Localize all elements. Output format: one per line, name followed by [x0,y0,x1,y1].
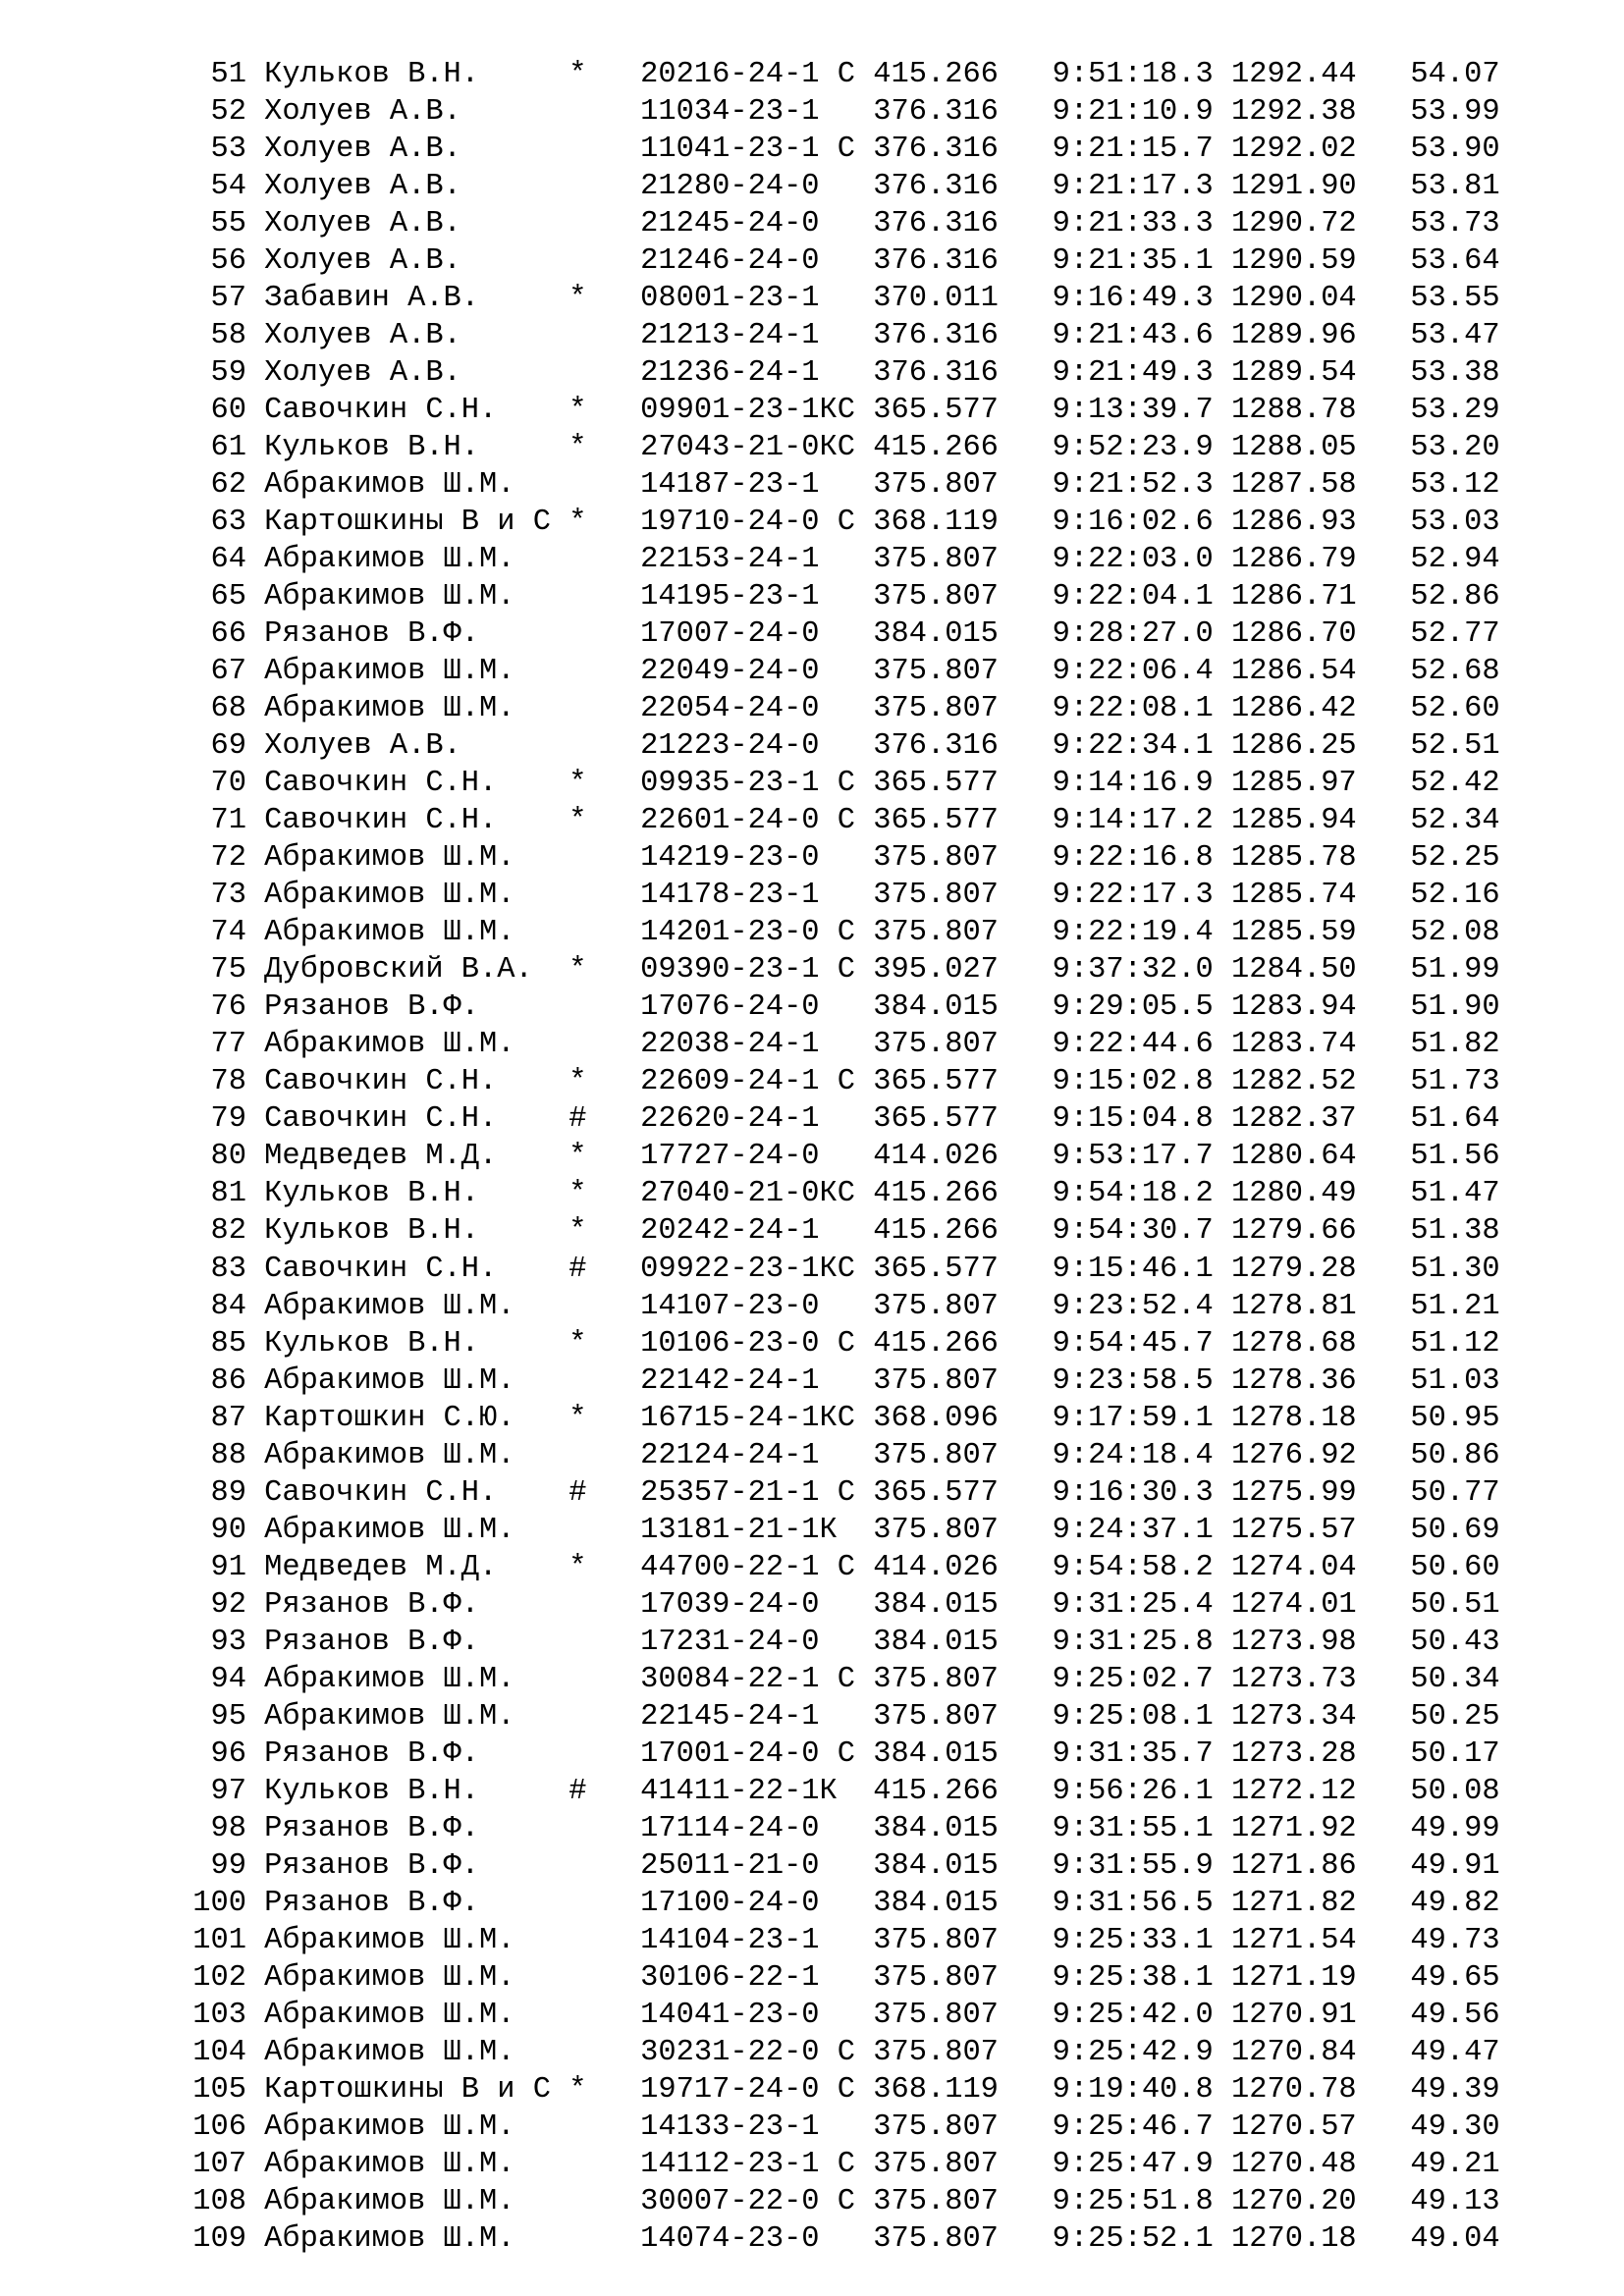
result-row: 100 Рязанов В.Ф. 17100-24-0 384.015 9:31:56.5 1271.82 49.82 [175,1886,1500,1920]
result-row: 87 Картошкин С.Ю. * 16715-24-1КС 368.096 9:17:59.1 1278.18 50.95 [175,1401,1500,1435]
result-row: 90 Абракимов Ш.М. 13181-21-1К 375.807 9:24:37.1 1275.57 50.69 [175,1513,1500,1547]
result-row: 109 Абракимов Ш.М. 14074-23-0 375.807 9:25:52.1 1270.18 49.04 [175,2221,1500,2256]
results-listing [175,56,1500,2258]
result-row: 98 Рязанов В.Ф. 17114-24-0 384.015 9:31:55.1 1271.92 49.99 [175,1811,1500,1845]
result-row: 74 Абракимов Ш.М. 14201-23-0 С 375.807 9:22:19.4 1285.59 52.08 [175,916,1500,950]
result-row: 67 Абракимов Ш.М. 22049-24-0 375.807 9:22:06.4 1286.54 52.68 [175,655,1500,689]
result-row: 69 Холуев А.В. 21223-24-0 376.316 9:22:34.1 1286.25 52.51 [175,729,1500,764]
result-row: 103 Абракимов Ш.М. 14041-23-0 375.807 9:25:42.0 1270.91 49.56 [175,1998,1500,2032]
result-row: 81 Кульков В.Н. * 27040-21-0КС 415.266 9:54:18.2 1280.49 51.47 [175,1177,1500,1211]
result-row: 64 Абракимов Ш.М. 22153-24-1 375.807 9:22:03.0 1286.79 52.94 [175,543,1500,577]
result-row: 54 Холуев А.В. 21280-24-0 376.316 9:21:17.3 1291.90 53.81 [175,170,1500,204]
result-row: 94 Абракимов Ш.М. 30084-22-1 С 375.807 9:25:02.7 1273.73 50.34 [175,1662,1500,1696]
result-row: 59 Холуев А.В. 21236-24-1 376.316 9:21:49.3 1289.54 53.38 [175,356,1500,391]
result-row: 78 Савочкин С.Н. * 22609-24-1 С 365.577 9:15:02.8 1282.52 51.73 [175,1065,1500,1099]
result-row: 92 Рязанов В.Ф. 17039-24-0 384.015 9:31:25.4 1274.01 50.51 [175,1587,1500,1622]
result-row: 51 Кульков В.Н. * 20216-24-1 С 415.266 9:51:18.3 1292.44 54.07 [175,58,1500,91]
result-row: 93 Рязанов В.Ф. 17231-24-0 384.015 9:31:25.8 1273.98 50.43 [175,1625,1500,1659]
result-row: 85 Кульков В.Н. * 10106-23-0 С 415.266 9:54:45.7 1278.68 51.12 [175,1326,1500,1361]
result-row: 102 Абракимов Ш.М. 30106-22-1 375.807 9:25:38.1 1271.19 49.65 [175,1960,1500,1995]
result-row: 83 Савочкин С.Н. # 09922-23-1КС 365.577 9:15:46.1 1279.28 51.30 [175,1252,1500,1286]
result-row: 77 Абракимов Ш.М. 22038-24-1 375.807 9:22:44.6 1283.74 51.82 [175,1028,1500,1062]
result-row: 91 Медведев М.Д. * 44700-22-1 С 414.026 9:54:58.2 1274.04 50.60 [175,1550,1500,1584]
result-row: 82 Кульков В.Н. * 20242-24-1 415.266 9:54:30.7 1279.66 51.38 [175,1214,1500,1249]
result-row: 62 Абракимов Ш.М. 14187-23-1 375.807 9:21:52.3 1287.58 53.12 [175,468,1500,503]
result-row: 88 Абракимов Ш.М. 22124-24-1 375.807 9:24:18.4 1276.92 50.86 [175,1438,1500,1472]
result-row: 96 Рязанов В.Ф. 17001-24-0 С 384.015 9:31:35.7 1273.28 50.17 [175,1736,1500,1771]
result-row: 53 Холуев А.В. 11041-23-1 С 376.316 9:21:15.7 1292.02 53.90 [175,133,1500,167]
result-row: 55 Холуев А.В. 21245-24-0 376.316 9:21:33.3 1290.72 53.73 [175,207,1500,241]
result-row: 79 Савочкин С.Н. # 22620-24-1 365.577 9:15:04.8 1282.37 51.64 [175,1102,1500,1137]
result-row: 106 Абракимов Ш.М. 14133-23-1 375.807 9:25:46.7 1270.57 49.30 [175,2109,1500,2144]
result-row: 73 Абракимов Ш.М. 14178-23-1 375.807 9:22:17.3 1285.74 52.16 [175,879,1500,913]
result-row: 66 Рязанов В.Ф. 17007-24-0 384.015 9:28:27.0 1286.70 52.77 [175,617,1500,652]
result-row: 99 Рязанов В.Ф. 25011-21-0 384.015 9:31:55.9 1271.86 49.91 [175,1848,1500,1883]
result-row: 58 Холуев А.В. 21213-24-1 376.316 9:21:43.6 1289.96 53.47 [175,319,1500,353]
result-row: 86 Абракимов Ш.М. 22142-24-1 375.807 9:23:58.5 1278.36 51.03 [175,1363,1500,1398]
result-row: 108 Абракимов Ш.М. 30007-22-0 С 375.807 9:25:51.8 1270.20 49.13 [175,2184,1500,2218]
result-row: 52 Холуев А.В. 11034-23-1 376.316 9:21:10.9 1292.38 53.99 [175,95,1500,130]
result-row: 57 Забавин А.В. * 08001-23-1 370.011 9:16:49.3 1290.04 53.55 [175,282,1500,316]
result-row: 97 Кульков В.Н. # 41411-22-1К 415.266 9:56:26.1 1272.12 50.08 [175,1774,1500,1808]
result-row: 71 Савочкин С.Н. * 22601-24-0 С 365.577 9:14:17.2 1285.94 52.34 [175,804,1500,838]
result-row: 95 Абракимов Ш.М. 22145-24-1 375.807 9:25:08.1 1273.34 50.25 [175,1699,1500,1734]
result-row: 84 Абракимов Ш.М. 14107-23-0 375.807 9:23:52.4 1278.81 51.21 [175,1289,1500,1323]
result-row: 76 Рязанов В.Ф. 17076-24-0 384.015 9:29:05.5 1283.94 51.90 [175,990,1500,1025]
result-row: 65 Абракимов Ш.М. 14195-23-1 375.807 9:22:04.1 1286.71 52.86 [175,580,1500,614]
result-row: 75 Дубровский В.А. * 09390-23-1 С 395.027 9:37:32.0 1284.50 51.99 [175,953,1500,988]
result-row: 70 Савочкин С.Н. * 09935-23-1 С 365.577 9:14:16.9 1285.97 52.42 [175,767,1500,801]
result-row: 107 Абракимов Ш.М. 14112-23-1 С 375.807 9:25:47.9 1270.48 49.21 [175,2147,1500,2181]
result-row: 61 Кульков В.Н. * 27043-21-0КС 415.266 9:52:23.9 1288.05 53.20 [175,431,1500,465]
result-row: 60 Савочкин С.Н. * 09901-23-1КС 365.577 9:13:39.7 1288.78 53.29 [175,394,1500,428]
result-row: 105 Картошкины В и С * 19717-24-0 С 368.119 9:19:40.8 1270.78 49.39 [175,2072,1500,2107]
result-row: 80 Медведев М.Д. * 17727-24-0 414.026 9:53:17.7 1280.64 51.56 [175,1140,1500,1174]
result-row: 68 Абракимов Ш.М. 22054-24-0 375.807 9:22:08.1 1286.42 52.60 [175,692,1500,726]
result-row: 63 Картошкины В и С * 19710-24-0 С 368.119 9:16:02.6 1286.93 53.03 [175,506,1500,540]
result-row: 72 Абракимов Ш.М. 14219-23-0 375.807 9:22:16.8 1285.78 52.25 [175,841,1500,876]
result-row: 56 Холуев А.В. 21246-24-0 376.316 9:21:35.1 1290.59 53.64 [175,244,1500,279]
result-row: 104 Абракимов Ш.М. 30231-22-0 С 375.807 9:25:42.9 1270.84 49.47 [175,2035,1500,2069]
result-row: 101 Абракимов Ш.М. 14104-23-1 375.807 9:25:33.1 1271.54 49.73 [175,1923,1500,1957]
result-row: 89 Савочкин С.Н. # 25357-21-1 С 365.577 9:16:30.3 1275.99 50.77 [175,1475,1500,1510]
